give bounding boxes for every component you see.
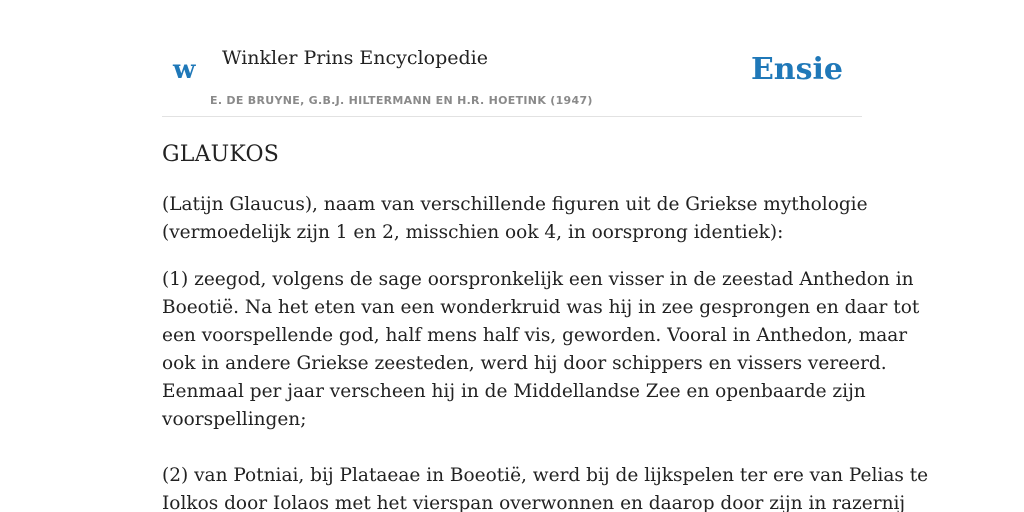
paragraph-line: (vermoedelijk zijn 1 en 2, misschien ook 4, in oorsprong identiek): bbox=[162, 222, 784, 243]
ensie-logo-link[interactable]: Ensie bbox=[750, 52, 843, 87]
paragraph-line: een voorspellende god, half mens half vis, geworden. Vooral in Anthedon, maar bbox=[162, 325, 908, 346]
paragraph-line: Boeotië. Na het eten van een wonderkruid was hij in zee gesprongen en daar tot bbox=[162, 297, 920, 318]
encyclopedia-byline: E. DE BRUYNE, G.B.J. HILTERMANN EN H.R. HOETINK (1947) bbox=[210, 94, 593, 107]
paragraph-line: (2) van Potniai, bij Plataeae in Boeotië, werd bij de lijkspelen ter ere van Pelias te bbox=[162, 465, 929, 486]
paragraph-line: ook in andere Griekse zeesteden, werd hij door schippers en vissers vereerd. bbox=[162, 353, 887, 374]
site-header bbox=[162, 0, 862, 117]
winkler-prins-logo[interactable]: w bbox=[173, 55, 196, 85]
article-content bbox=[162, 138, 929, 512]
article-paragraph-1 bbox=[162, 266, 920, 434]
article-title: GLAUKOS bbox=[162, 142, 279, 167]
paragraph-line: (1) zeegod, volgens de sage oorspronkelijk een visser in de zeestad Anthedon in bbox=[162, 269, 914, 290]
article-paragraph-intro bbox=[162, 191, 868, 247]
paragraph-line: voorspellingen; bbox=[162, 409, 307, 430]
paragraph-line: Iolkos door Iolaos met het vierspan overwonnen en daarop door zijn in razernij bbox=[162, 493, 906, 512]
paragraph-line: (Latijn Glaucus), naam van verschillende figuren uit de Griekse mythologie bbox=[162, 194, 868, 215]
encyclopedia-title-link[interactable]: Winkler Prins Encyclopedie bbox=[222, 47, 488, 69]
article-paragraph-2 bbox=[162, 462, 929, 512]
paragraph-line: Eenmaal per jaar verscheen hij in de Middellandse Zee en openbaarde zijn bbox=[162, 381, 866, 402]
